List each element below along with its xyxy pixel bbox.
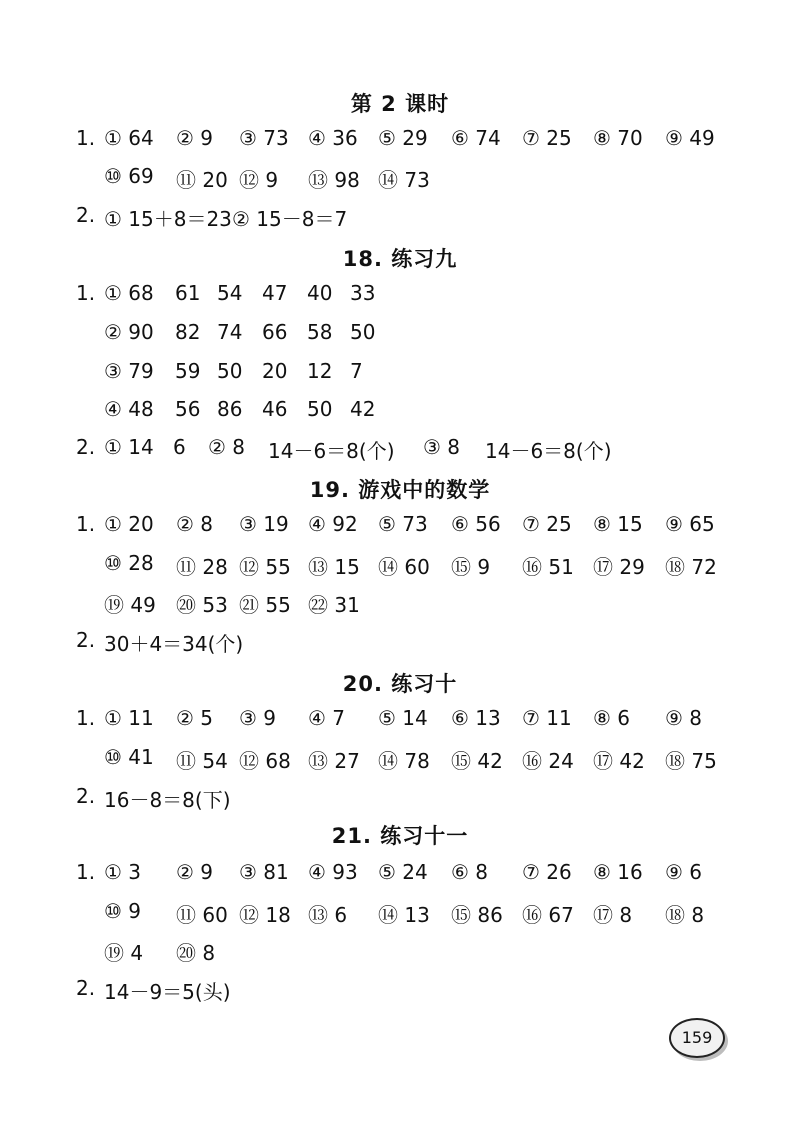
answer-item: 14－6＝8(个) xyxy=(485,439,612,463)
answer-item: 12 xyxy=(307,359,333,383)
answer-item: ⑥ 56 xyxy=(451,512,501,536)
section-heading: 21. 练习十一 xyxy=(331,824,469,848)
answer-item: 6 xyxy=(173,435,186,459)
question-number: 1. xyxy=(76,860,96,884)
answer-item: ② 9 xyxy=(176,126,214,150)
answer-item: ③ 81 xyxy=(239,860,289,884)
answer-item: ⑮ 42 xyxy=(451,749,503,773)
answer-item: 7 xyxy=(350,359,363,383)
answer-item: ② 9 xyxy=(176,860,214,884)
answer-item: ③ 9 xyxy=(239,706,277,730)
answer-item: ㉒ 31 xyxy=(308,593,360,617)
question-number: 1. xyxy=(76,512,96,536)
answer-item: 40 xyxy=(307,281,333,305)
answer-item: 46 xyxy=(262,397,288,421)
answer-item: ⑨ 65 xyxy=(665,512,715,536)
answer-item: 86 xyxy=(217,397,243,421)
answer-item: ③ 79 xyxy=(104,359,154,383)
answer-item: ⑩ 9 xyxy=(104,899,142,923)
answer-item: ⑦ 26 xyxy=(522,860,572,884)
answer-item: ① 15＋8＝23 xyxy=(104,207,232,231)
answer-item: ⑤ 14 xyxy=(378,706,428,730)
answer-item: 16－8＝8(下) xyxy=(104,788,231,812)
answer-item: ⑯ 24 xyxy=(522,749,574,773)
answer-item: ④ 7 xyxy=(308,706,346,730)
answer-item: ⑰ 29 xyxy=(593,555,645,579)
section-heading: 第 2 课时 xyxy=(350,92,450,116)
answer-item: ⑲ 4 xyxy=(104,941,144,965)
answer-item: ① 3 xyxy=(104,860,142,884)
answer-item: ① 11 xyxy=(104,706,154,730)
answer-item: ⑧ 70 xyxy=(593,126,643,150)
answer-item: ⑦ 25 xyxy=(522,126,572,150)
answer-item: ② 15－8＝7 xyxy=(232,207,348,231)
answer-item: 82 xyxy=(175,320,201,344)
question-number: 2. xyxy=(76,435,96,459)
answer-item: 58 xyxy=(307,320,333,344)
answer-item: ⑨ 49 xyxy=(665,126,715,150)
answer-item: ⑲ 49 xyxy=(104,593,156,617)
answer-item: ② 5 xyxy=(176,706,214,730)
answer-item: ③ 8 xyxy=(423,435,461,459)
answer-item: ④ 92 xyxy=(308,512,358,536)
answer-item: ⑥ 8 xyxy=(451,860,489,884)
answer-item: ② 8 xyxy=(208,435,246,459)
section-heading: 18. 练习九 xyxy=(342,247,458,271)
answer-item: ⑩ 69 xyxy=(104,164,154,188)
answer-item: ⑪ 28 xyxy=(176,555,228,579)
answer-item: ⑱ 75 xyxy=(665,749,717,773)
answer-item: 30＋4＝34(个) xyxy=(104,632,244,656)
answer-item: 47 xyxy=(262,281,288,305)
answer-item: 59 xyxy=(175,359,201,383)
answer-item: ⑭ 13 xyxy=(378,903,430,927)
question-number: 2. xyxy=(76,628,96,652)
answer-item: ④ 48 xyxy=(104,397,154,421)
answer-item: ⑭ 78 xyxy=(378,749,430,773)
answer-item: ⑱ 8 xyxy=(665,903,705,927)
answer-item: ① 64 xyxy=(104,126,154,150)
answer-item: ⑧ 6 xyxy=(593,706,631,730)
answer-item: ⑦ 11 xyxy=(522,706,572,730)
answer-item: 54 xyxy=(217,281,243,305)
answer-item: ⑯ 67 xyxy=(522,903,574,927)
answer-item: 14－6＝8(个) xyxy=(268,439,395,463)
answer-item: ⑨ 6 xyxy=(665,860,703,884)
answer-item: ⑪ 54 xyxy=(176,749,228,773)
answer-item: ⑥ 13 xyxy=(451,706,501,730)
answer-item: ⑬ 15 xyxy=(308,555,360,579)
question-number: 2. xyxy=(76,203,96,227)
answer-item: ⑬ 6 xyxy=(308,903,348,927)
answer-item: ⑨ 8 xyxy=(665,706,703,730)
answer-item: ⑫ 18 xyxy=(239,903,291,927)
answer-item: 56 xyxy=(175,397,201,421)
answer-item: ⑩ 41 xyxy=(104,745,154,769)
answer-item: ⑩ 28 xyxy=(104,551,154,575)
answer-item: ② 90 xyxy=(104,320,154,344)
answer-item: ④ 93 xyxy=(308,860,358,884)
section-heading: 19. 游戏中的数学 xyxy=(309,478,491,502)
answer-item: ⑤ 24 xyxy=(378,860,428,884)
answer-item: ㉑ 55 xyxy=(239,593,291,617)
answer-item: ⑰ 42 xyxy=(593,749,645,773)
answer-item: ⑳ 8 xyxy=(176,941,216,965)
answer-item: ⑬ 27 xyxy=(308,749,360,773)
question-number: 1. xyxy=(76,706,96,730)
answer-item: 50 xyxy=(350,320,376,344)
answer-item: ③ 73 xyxy=(239,126,289,150)
question-number: 2. xyxy=(76,784,96,808)
answer-item: ⑯ 51 xyxy=(522,555,574,579)
answer-item: 50 xyxy=(217,359,243,383)
answer-item: ⑦ 25 xyxy=(522,512,572,536)
answer-item: ⑫ 55 xyxy=(239,555,291,579)
answer-item: ⑪ 60 xyxy=(176,903,228,927)
answer-item: ⑭ 60 xyxy=(378,555,430,579)
question-number: 1. xyxy=(76,126,96,150)
answer-item: ① 14 xyxy=(104,435,154,459)
answer-item: 33 xyxy=(350,281,376,305)
answer-item: ⑫ 68 xyxy=(239,749,291,773)
answer-item: ① 20 xyxy=(104,512,154,536)
question-number: 2. xyxy=(76,976,96,1000)
answer-item: ⑫ 9 xyxy=(239,168,279,192)
answer-item: ① 68 xyxy=(104,281,154,305)
answer-item: 61 xyxy=(175,281,201,305)
answer-item: ⑰ 8 xyxy=(593,903,633,927)
answer-item: 50 xyxy=(307,397,333,421)
answer-item: ④ 36 xyxy=(308,126,358,150)
answer-item: ⑱ 72 xyxy=(665,555,717,579)
section-heading: 20. 练习十 xyxy=(342,672,458,696)
answer-item: ⑥ 74 xyxy=(451,126,501,150)
question-number: 1. xyxy=(76,281,96,305)
answer-item: ⑳ 53 xyxy=(176,593,228,617)
answer-item: ⑬ 98 xyxy=(308,168,360,192)
answer-item: ⑧ 16 xyxy=(593,860,643,884)
answer-item: 66 xyxy=(262,320,288,344)
page-number: 159 xyxy=(669,1018,725,1058)
answer-item: ③ 19 xyxy=(239,512,289,536)
answer-item: 42 xyxy=(350,397,376,421)
answer-item: ⑮ 86 xyxy=(451,903,503,927)
answer-item: ⑪ 20 xyxy=(176,168,228,192)
answer-item: ⑤ 29 xyxy=(378,126,428,150)
answer-item: 74 xyxy=(217,320,243,344)
answer-item: ⑭ 73 xyxy=(378,168,430,192)
answer-item: 14－9＝5(头) xyxy=(104,980,231,1004)
answer-item: ⑮ 9 xyxy=(451,555,491,579)
answer-item: 20 xyxy=(262,359,288,383)
answer-item: ② 8 xyxy=(176,512,214,536)
answer-item: ⑧ 15 xyxy=(593,512,643,536)
answer-item: ⑤ 73 xyxy=(378,512,428,536)
